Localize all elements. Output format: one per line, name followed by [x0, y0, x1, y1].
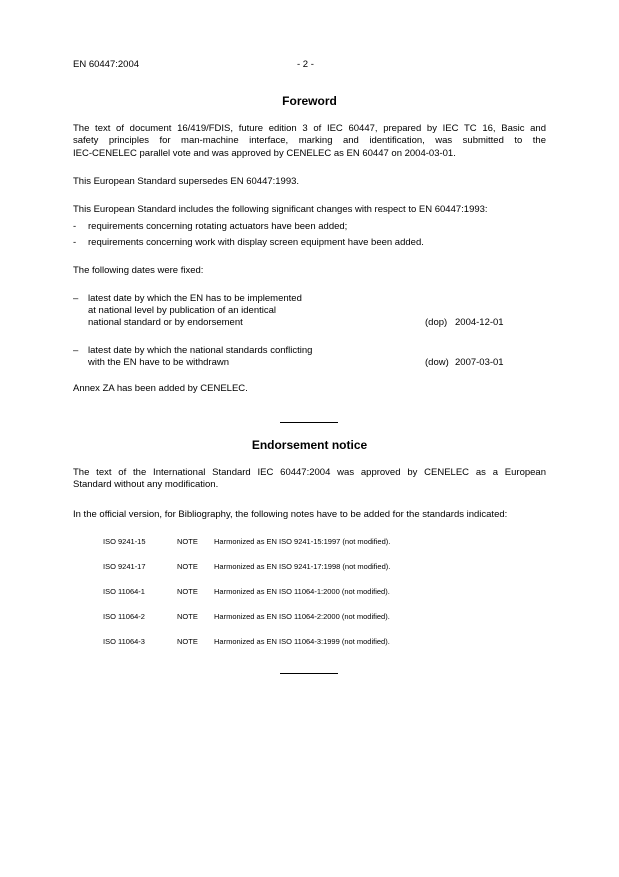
changes-intro: This European Standard includes the following significant changes with respect to EN 60447:1993:: [73, 204, 488, 215]
date-entry-line: latest date by which the national standards conflicting: [88, 345, 313, 356]
bibliography-intro: In the official version, for Bibliography, the following notes have to be added for the standards indicated:: [73, 509, 508, 520]
foreword-intro-line: safety principles for man-machine interface, marking and identification, was submitted to the: [73, 135, 546, 147]
document-id: EN 60447:2004: [73, 59, 140, 70]
change-item-text: requirements concerning rotating actuators have been added;: [88, 221, 348, 232]
note-text: Harmonized as EN ISO 9241-17:1998 (not modified).: [214, 562, 391, 571]
foreword-intro-line: IEC-CENELEC parallel vote and was approved by CENELEC as EN 60447 on 2004-03-01.: [73, 147, 456, 159]
date-entry-dop: [0, 293, 619, 331]
bullet-dash: -: [73, 221, 77, 232]
note-label: NOTE: [177, 537, 198, 546]
bibliography-note: [0, 562, 619, 572]
dates-intro: The following dates were fixed:: [73, 265, 204, 276]
note-standard: ISO 11064-1: [103, 587, 145, 596]
date-value: 2007-03-01: [455, 357, 504, 368]
date-value: 2004-12-01: [455, 317, 504, 328]
date-entry-line: at national level by publication of an identical: [88, 305, 277, 316]
bibliography-note: [0, 537, 619, 547]
bibliography-note: [0, 612, 619, 622]
foreword-title: Foreword: [282, 94, 337, 108]
bibliography-note: [0, 587, 619, 597]
endorsement-text: [73, 467, 546, 492]
date-entry-line: latest date by which the EN has to be implemented: [88, 293, 302, 304]
note-standard: ISO 9241-17: [103, 562, 146, 571]
supersedes-text: This European Standard supersedes EN 60447:1993.: [73, 176, 300, 187]
endorsement-title: Endorsement notice: [251, 438, 368, 452]
endorsement-text-line: The text of the International Standard IEC 60447:2004 was approved by CENELEC as a European: [73, 467, 546, 478]
note-standard: ISO 11064-2: [103, 612, 145, 621]
note-standard: ISO 9241-15: [103, 537, 146, 546]
change-item-text: requirements concerning work with display screen equipment have been added.: [88, 237, 424, 248]
annex-note: Annex ZA has been added by CENELEC.: [73, 383, 248, 394]
bullet-dash: –: [73, 293, 79, 304]
change-item: [0, 221, 619, 233]
endorsement-text-line: Standard without any modification.: [73, 479, 219, 491]
note-text: Harmonized as EN ISO 9241-15:1997 (not modified).: [214, 537, 391, 546]
date-entry-line: with the EN have to be withdrawn: [88, 357, 229, 368]
change-item: [0, 237, 619, 249]
note-label: NOTE: [177, 587, 198, 596]
section-divider: [280, 422, 338, 423]
note-text: Harmonized as EN ISO 11064-1:2000 (not modified).: [214, 587, 390, 596]
date-code: (dow): [425, 357, 449, 368]
note-label: NOTE: [177, 637, 198, 646]
note-text: Harmonized as EN ISO 11064-2:2000 (not modified).: [214, 612, 390, 621]
note-label: NOTE: [177, 562, 198, 571]
section-divider: [280, 673, 338, 674]
date-code: (dop): [425, 317, 448, 328]
date-entry-line: national standard or by endorsement: [88, 317, 243, 328]
bullet-dash: –: [73, 345, 79, 356]
bibliography-note: [0, 637, 619, 647]
note-label: NOTE: [177, 612, 198, 621]
foreword-intro: [73, 123, 546, 160]
note-standard: ISO 11064-3: [103, 637, 145, 646]
bullet-dash: -: [73, 237, 77, 248]
date-entry-dow: [0, 345, 619, 371]
note-text: Harmonized as EN ISO 11064-3:1999 (not modified).: [214, 637, 390, 646]
page-number: - 2 -: [297, 59, 314, 70]
foreword-intro-line: The text of document 16/419/FDIS, future edition 3 of IEC 60447, prepared by IEC TC 16, Basic and: [73, 123, 546, 134]
